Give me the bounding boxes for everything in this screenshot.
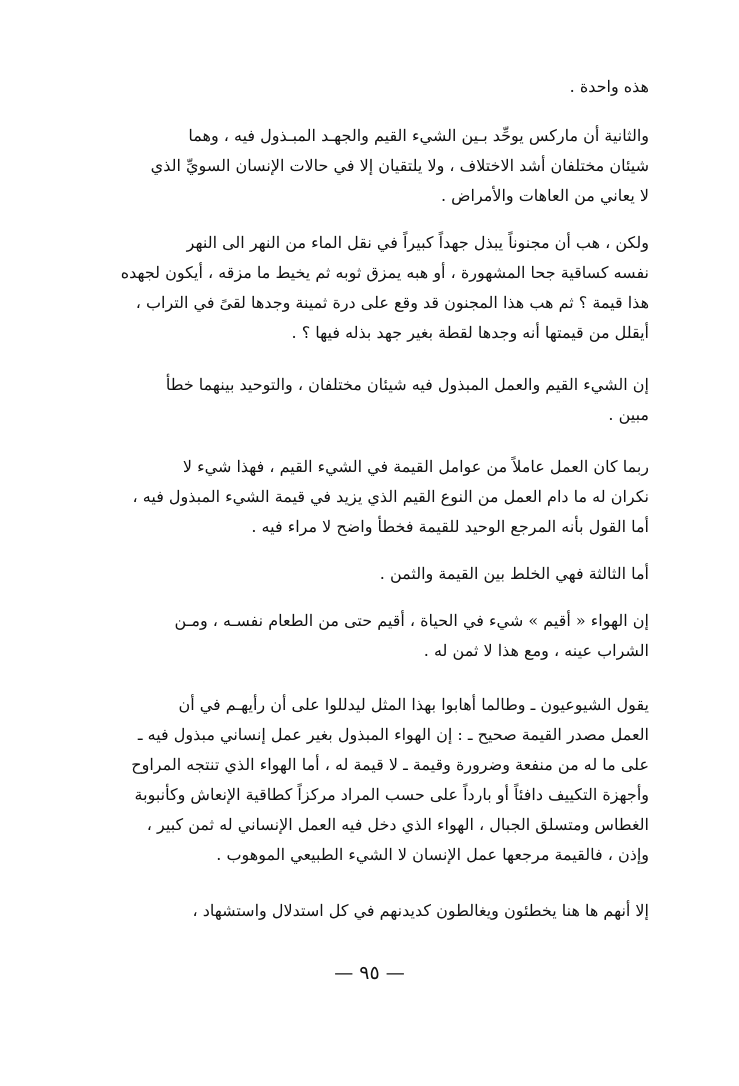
- text-line: وأجهزة التكييف دافئاً أو بارداً على حسب المراد مركزاً كطاقية الإنعاش وكأنبوبة: [134, 785, 649, 804]
- text-line: أيقلل من قيمتها أنه وجدها لقطة بغير جهد بذله فيها ؟ .: [291, 323, 649, 342]
- text-line: نكران له ما دام العمل من النوع القيم الذي يزيد في قيمة الشيء المبذول فيه ،: [132, 487, 649, 506]
- paragraph-1: [99, 72, 649, 102]
- paragraph-4: [99, 370, 649, 430]
- paragraph-8: [99, 690, 649, 870]
- text-line: هذه واحدة .: [569, 77, 649, 96]
- paragraph-6: [99, 559, 649, 589]
- paragraph-9: [99, 896, 649, 926]
- text-line: أما القول بأنه المرجع الوحيد للقيمة فخطأ واضح لا مراء فيه .: [251, 517, 649, 536]
- text-line: ولكن ، هب أن مجنوناً يبذل جهداً كبيراً في نقل الماء من النهر الى النهر: [186, 233, 649, 252]
- text-line: شيئان مختلفان أشد الاختلاف ، ولا يلتقيان إلا في حالات الإنسان السويِّ الذي: [150, 156, 649, 175]
- text-line: لا يعاني من العاهات والأمراض .: [441, 186, 649, 205]
- text-line: مبين .: [608, 405, 649, 424]
- text-line: العمل مصدر القيمة صحيح ـ : إن الهواء المبذول بغير عمل إنساني مبذول فيه ـ: [137, 725, 649, 744]
- text-line: الغطاس ومتسلق الجبال ، الهواء الذي دخل فيه العمل الإنساني له ثمن كبير ،: [146, 815, 649, 834]
- text-line: هذا قيمة ؟ ثم هب هذا المجنون قد وقع على درة ثمينة وجدها لقىً في التراب ،: [135, 293, 649, 312]
- text-line: يقول الشيوعيون ـ وطالما أهابوا بهذا المثل ليدللوا على أن رأيهـم في أن: [178, 695, 649, 714]
- text-line: إلا أنهم ها هنا يخطئون ويغالطون كديدنهم في كل استدلال واستشهاد ،: [192, 901, 649, 920]
- text-line: ربما كان العمل عاملاً من عوامل القيمة في الشيء القيم ، فهذا شيء لا: [182, 457, 649, 476]
- text-line: على ما له من منفعة وضرورة وقيمة ـ لا قيمة له ، أما الهواء الذي تنتجه المراوح: [131, 755, 649, 774]
- text-line: نفسه كساقية جحا المشهورة ، أو هبه يمزق ثوبه ثم يخيط ما مزقه ، أيكون لجهده: [120, 263, 649, 282]
- paragraph-2: [99, 121, 649, 211]
- paragraph-5: [99, 452, 649, 542]
- text-line: إن الهواء « أقيم » شيء في الحياة ، أقيم حتى من الطعام نفسـه ، ومـن: [174, 611, 649, 630]
- paragraph-3: [99, 228, 649, 348]
- text-line: والثانية أن ماركس يوحِّد بـين الشيء القيم والجهـد المبـذول فيه ، وهما: [188, 126, 649, 145]
- page-number: — ٩٥ —: [334, 962, 405, 984]
- text-line: إن الشيء القيم والعمل المبذول فيه شيئان مختلفان ، والتوحيد بينهما خطأ: [165, 375, 649, 394]
- text-line: وإذن ، فالقيمة مرجعها عمل الإنسان لا الشيء الطبيعي الموهوب .: [216, 845, 649, 864]
- paragraph-7: [99, 606, 649, 666]
- text-line: الشراب عينه ، ومع هذا لا ثمن له .: [423, 641, 649, 660]
- text-line: أما الثالثة فهي الخلط بين القيمة والثمن .: [379, 564, 649, 583]
